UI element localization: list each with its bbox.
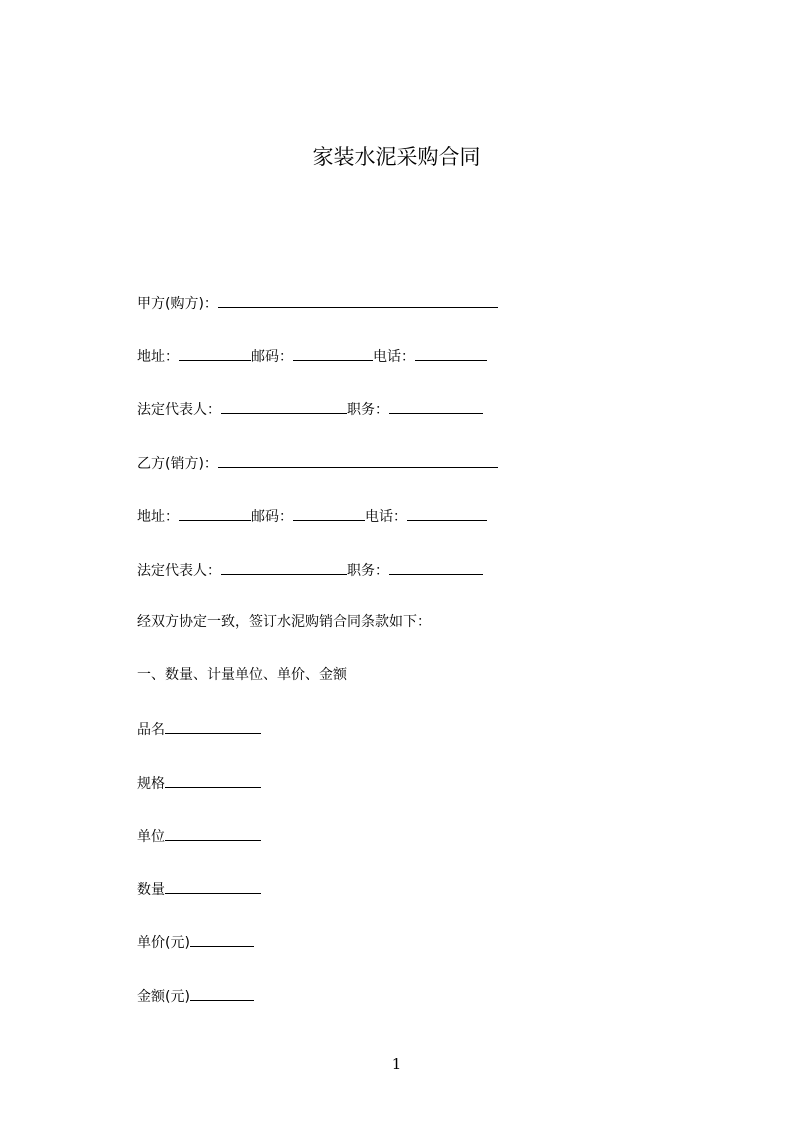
party-a-phone-blank[interactable] [415, 345, 487, 361]
party-b-rep-label: 法定代表人： [137, 563, 221, 579]
party-a-rep-line [137, 398, 483, 420]
party-a-rep-blank[interactable] [221, 398, 347, 414]
spec-blank[interactable] [165, 772, 261, 788]
party-b-rep-blank[interactable] [221, 559, 347, 575]
party-b-postcode-blank[interactable] [293, 505, 365, 521]
section-1-heading: 一、数量、计量单位、单价、金额 [137, 667, 347, 683]
party-a-position-label: 职务： [347, 402, 389, 418]
page-number: 1 [391, 1055, 402, 1073]
party-b-postcode-label: 邮码： [251, 509, 293, 525]
party-b-line [137, 452, 498, 474]
spec-label: 规格 [137, 776, 165, 792]
unit-blank[interactable] [165, 825, 261, 841]
party-a-contact-line [137, 345, 487, 367]
party-a-postcode-blank[interactable] [293, 345, 373, 361]
party-b-position-blank[interactable] [389, 559, 483, 575]
amount-blank[interactable] [190, 985, 254, 1001]
document-title: 家装水泥采购合同 [312, 145, 481, 169]
party-a-position-blank[interactable] [389, 398, 483, 414]
amount-line [137, 985, 254, 1007]
unit-price-label: 单价(元) [137, 935, 190, 951]
party-b-phone-blank[interactable] [407, 505, 487, 521]
party-b-address-label: 地址： [137, 509, 179, 525]
party-a-address-blank[interactable] [179, 345, 251, 361]
party-b-address-blank[interactable] [179, 505, 251, 521]
party-b-blank[interactable] [218, 452, 498, 468]
unit-price-line [137, 931, 254, 953]
intro-text: 经双方协定一致，签订水泥购销合同条款如下： [137, 614, 431, 630]
party-a-rep-label: 法定代表人： [137, 402, 221, 418]
party-b-contact-line [137, 505, 487, 527]
party-a-blank[interactable] [218, 292, 498, 308]
amount-label: 金额(元) [137, 989, 190, 1005]
party-a-label: 甲方(购方)： [137, 296, 218, 312]
party-a-postcode-label: 邮码： [251, 349, 293, 365]
quantity-label: 数量 [137, 882, 165, 898]
unit-label: 单位 [137, 829, 165, 845]
party-a-address-label: 地址： [137, 349, 179, 365]
unit-line [137, 825, 261, 847]
product-name-line [137, 718, 261, 740]
party-a-line [137, 292, 498, 314]
party-b-position-label: 职务： [347, 563, 389, 579]
party-b-label: 乙方(销方)： [137, 456, 218, 472]
unit-price-blank[interactable] [190, 931, 254, 947]
product-name-blank[interactable] [165, 718, 261, 734]
spec-line [137, 772, 261, 794]
party-b-rep-line [137, 559, 483, 581]
quantity-line [137, 878, 261, 900]
quantity-blank[interactable] [165, 878, 261, 894]
product-name-label: 品名 [137, 722, 165, 738]
party-b-phone-label: 电话： [365, 509, 407, 525]
party-a-phone-label: 电话： [373, 349, 415, 365]
